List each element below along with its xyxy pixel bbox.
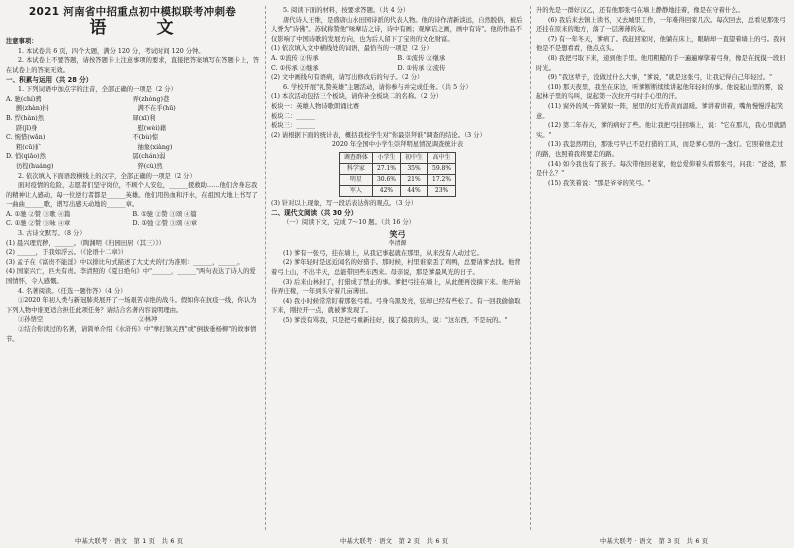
table-cell: 23% — [428, 185, 456, 196]
option-row — [271, 54, 524, 64]
story-paragraph: (9) "我这辈子，没做过什么大事，"爹说，"就是这张弓，让我记得自己年轻过。" — [548, 74, 773, 82]
question-line: 板块一：英雄人物诗歌朗诵比赛 — [271, 102, 360, 110]
subject-title: 语 文 — [89, 17, 196, 38]
table-row — [339, 185, 455, 196]
story-paragraph: (11) 窗外的风一阵紧似一阵，屋里的灯光昏黄而温暖。爹讲着讲着，嘴角慢慢浮起笑意。 — [536, 102, 784, 120]
story-author: 李清源 — [388, 240, 407, 248]
option-text: 粗(cū)犷 — [16, 143, 42, 151]
question-line: (2) 请根据下面的统计表，概括我校学生对"你最崇拜谁"调查的结论。（3 分） — [271, 131, 486, 139]
question-line: (4) 国家兴亡，匹夫有责。李清照的《夏日绝句》中"______，______"两句表达了诗人的爱国情怀，令人感慨。 — [6, 268, 256, 286]
question-line: (2) ______，于我如浮云。（《论语十二章》） — [6, 249, 128, 257]
story-paragraph: (1) 爹有一张弓，挂在墙上，从我记事起就在那里，从来没有人动过它。 — [283, 249, 483, 257]
story-paragraph: (13) 我忽然明白，那张弓早已不是打猎的工具，而是爹心里的一盏灯。它照着他走过的路，也照着我将要走的路。 — [536, 141, 784, 158]
story-paragraph: (14) 如今我也有了孩子。每次带他回老家，他总爱仰着头看那张弓，问我："爸爸，那是什么？" — [536, 160, 787, 178]
question-line: (3) 针对以上现象，写一段话表达你的观点。（3 分） — [271, 199, 418, 207]
option-text: B. ①流传 ②继承 — [397, 54, 446, 62]
option-text: 慰(wèi)藉 — [137, 124, 167, 132]
question-passage: 面对疫情的危险，志愿者们坚守岗位，不顾个人安危，______援救助……他们舍身忘我的精神让人感动，每一位逆行者都是______英雄。他们用热血和汗水，在祖国大地上书写了一曲曲______歌，谱写出感天动地的______章。 — [6, 182, 258, 209]
option-text: 跻(jī)身 — [16, 124, 38, 132]
page-2-column — [265, 0, 530, 548]
table-header-row — [339, 152, 455, 163]
page-footer: 中基大联考 · 语文 第 3 页 共 6 页 — [600, 538, 709, 545]
option-row — [6, 95, 259, 105]
story-paragraph: (10) 那天夜里，我坐在床边，听爹断断续续讲起他年轻时的事。他说起山里的雾，说起林子里的鸟叫，说起第一次拉开弓时手心里的汗。 — [536, 83, 784, 101]
story-paragraph: (5) 爹没有骂我，只是把弓重新挂好，摸了摸我的头，说："这东西，不是玩的。" — [283, 317, 508, 325]
question-stem: 5. 阅读下面的材料，按要求答题。（共 4 分） — [283, 7, 410, 14]
option-text: B. ①驰 ②赞 ③颂 ④篇 — [132, 210, 197, 218]
option-text: 彷徨(huáng) — [16, 162, 54, 170]
survey-table — [339, 152, 456, 197]
table-header: 初中生 — [401, 152, 428, 163]
question-passage: 唐代诗人王维，是盛唐山水田园诗派的代表人物。他的诗作清新淡远，自然脱俗，被后人誉为"诗佛"。苏轼称赞他"味摩诘之诗，诗中有画；观摩诘之画，画中有诗"。他的作品不仅影响了中国诗歌的发展方向，也为后人留下了宝贵的文化财富。 — [271, 16, 523, 43]
table-cell: 59.8% — [428, 163, 456, 174]
question-line: 板块三：______ — [271, 122, 316, 130]
option-row — [6, 124, 259, 134]
table-header: 小学生 — [372, 152, 400, 163]
table-cell: 21% — [401, 174, 428, 185]
table-cell: 17.2% — [428, 174, 456, 185]
story-paragraph: (7) 有一年冬天，爹病了。我赶回家时，他躺在床上，眼睛却一直望着墙上的弓。我问他是不是想看看，他点点头。 — [536, 35, 786, 53]
table-caption: 2020 年全国中小学生崇拜明星情况调查统计表 — [331, 141, 464, 149]
option-row — [6, 104, 259, 114]
table-cell: 27.1% — [372, 163, 400, 174]
option-text: 犀(xī)利 — [132, 114, 156, 122]
question-line: (1) 本次活动包括三个板块，请你补全板块二的名称。（2 分） — [271, 93, 443, 101]
table-cell: 30.6% — [372, 174, 400, 185]
story-paragraph: (2) 爹年轻时是远近闻名的好猎手。那时候，村里谁家丢了鸡鸭，总要请爹去找。他背着弓上山，不出半天，总能带回些东西来。母亲说，那是爹最风光的日子。 — [271, 259, 521, 277]
story-paragraph: (3) 后来山林封了，打猎成了禁止的事。爹把弓挂在墙上，从此便再没摘下来。他开始侍弄庄稼，一年到头守着几亩薄田。 — [271, 278, 521, 296]
option-row — [6, 315, 259, 325]
question-stem: 2. 依次填入下面语段横线上的汉字，全部正确的一项是（2 分） — [18, 172, 196, 180]
option-text: 不(bù)惊 — [132, 134, 159, 142]
option-text: B. 悍(hàn)然 — [6, 114, 45, 122]
page-1-column — [0, 0, 265, 548]
page-footer: 中基大联考 · 语文 第 1 页 共 6 页 — [75, 538, 184, 545]
reading-heading: （一）阅读下文，完成 7～10 题。（共 16 分） — [283, 219, 415, 227]
question-line: 板块二：______ — [271, 112, 316, 120]
option-row — [6, 143, 259, 153]
story-paragraph: (12) 第二年春天，爹的病好了些。他让我把弓挂回墙上，说："它在那儿，我心里就踏实。" — [536, 122, 787, 139]
notice-heading: 注意事项： — [6, 38, 38, 46]
option-text: 满不在乎(hū) — [137, 105, 176, 113]
option-text: 颤(zhàn)抖 — [16, 105, 49, 113]
option-row — [6, 219, 259, 229]
option-text: D. 悄(qiāo)然 — [6, 153, 46, 161]
option-text: A. ①流传 ②传承 — [271, 54, 319, 62]
option-row — [271, 64, 524, 74]
table-row — [339, 174, 455, 185]
question-line: (1) 依次填入文中横线处的词语，最恰当的一项是（2 分） — [271, 45, 433, 53]
question-stem: 1. 下列词语中加点字的注音，全部正确的一项是（2 分） — [18, 86, 177, 94]
table-header: 高中生 — [428, 152, 456, 163]
question-passage: ①2020 年初人类与新冠肺炎展开了一场艰苦卓绝的战斗。假如你在抗疫一线，你认为下列人物中谁更适合担任此项任务？请结合名著内容说明理由。 — [6, 297, 257, 314]
notice-item: 1. 本试卷共 6 页，四个大题，满分 120 分，考试时间 120 分钟。 — [18, 47, 205, 55]
table-cell: 44% — [401, 185, 428, 196]
page-3-column — [530, 0, 794, 548]
option-row — [6, 210, 259, 220]
table-row — [339, 163, 455, 174]
option-row — [6, 114, 259, 124]
option-text: 孱(chán)弱 — [132, 153, 166, 161]
option-text: 弄(zhòng)巷 — [132, 95, 170, 103]
table-cell: 科学家 — [339, 163, 372, 174]
section-heading: 二、现代文阅读（共 30 分） — [271, 208, 358, 217]
option-text: D. ①传承 ②流传 — [397, 64, 446, 72]
story-paragraph: (6) 我后来去镇上读书，又去城里工作，一年难得回家几次。每次回去，总看见那张弓还挂在原来的地方，落了一层薄薄的灰。 — [536, 16, 786, 34]
question-stem: 4. 名著阅读。（任选一题作答）（4 分） — [18, 287, 127, 295]
option-row — [6, 133, 259, 143]
option-text: C. ①驰 ②赞 ③咏 ④章 — [6, 220, 71, 228]
table-cell: 35% — [401, 163, 428, 174]
story-paragraph: 升的先是一群好汉乙，还有他那张弓在墙上静静地挂着，像是在守着什么。 — [536, 7, 744, 14]
page-footer: 中基大联考 · 语文 第 2 页 共 6 页 — [340, 538, 449, 545]
option-text: D. ①弛 ②赞 ③颂 ④章 — [132, 220, 198, 228]
question-line: (3) 孟子在《富贵不能淫》中以排比句式描述了大丈夫的行为准则：______，______。 — [6, 258, 244, 266]
option-text: 抽象(xiàng) — [137, 143, 173, 151]
question-stem: 3. 古诗文默写。（8 分） — [18, 230, 86, 238]
option-text: C. 惋惜(wǎn) — [6, 134, 46, 142]
option-text: ①孙悟空 — [18, 316, 44, 324]
story-paragraph: (8) 我把弓取下来，递到他手里。他用粗糙的手一遍遍摩挲着弓身，像是在抚摸一段旧时光。 — [536, 54, 786, 72]
option-text: A. ①驰 ②赞 ③歌 ④篇 — [6, 210, 71, 218]
exam-title: 2021 河南省中招重点初中模拟联考冲刺卷 — [28, 6, 237, 18]
section-heading: 一、积累与运用（共 28 分） — [6, 75, 93, 84]
option-text: C. ①传承 ②继承 — [271, 64, 319, 72]
table-cell: 明星 — [339, 174, 372, 185]
question-line: (1) 晨兴理荒秽，______。（陶渊明《归园田居（其三）》） — [6, 239, 165, 247]
option-text: ②林冲 — [138, 316, 158, 324]
story-paragraph: (15) 我笑着说："那是爷爷的笑弓。" — [548, 179, 651, 187]
question-line: (2) 文中画线句有语病，请写出修改后的句子。（2 分） — [271, 74, 424, 82]
notice-item: 2. 本试卷上不要答题，请按答题卡上注意事项的要求，直接把答案填写在答题卡上，答在试卷上的答案无效。 — [6, 57, 259, 74]
option-text: 猝(cù)然 — [137, 162, 163, 170]
question-stem: 6. 学校开展"礼赞英雄"主题活动，请你参与并完成任务。（共 5 分） — [283, 83, 472, 91]
option-row — [6, 152, 259, 162]
option-text: A. 驰(chí)骋 — [6, 95, 42, 103]
question-passage: ②结合你读过的名著，请简单介绍《水浒传》中"拳打镇关西"或"倒拔垂杨柳"的故事情节。 — [6, 326, 257, 343]
table-cell: 军人 — [339, 185, 372, 196]
table-cell: 42% — [372, 185, 400, 196]
story-title: 笑弓 — [389, 229, 406, 239]
story-paragraph: (4) 我小时候常常盯着那张弓看。弓身乌黑发亮，弦却已经有些松了。有一回我偷偷取下来，刚拉开一点，就被爹发现了。 — [271, 297, 521, 315]
option-row — [6, 162, 259, 172]
table-header: 调查群体 — [339, 152, 372, 163]
